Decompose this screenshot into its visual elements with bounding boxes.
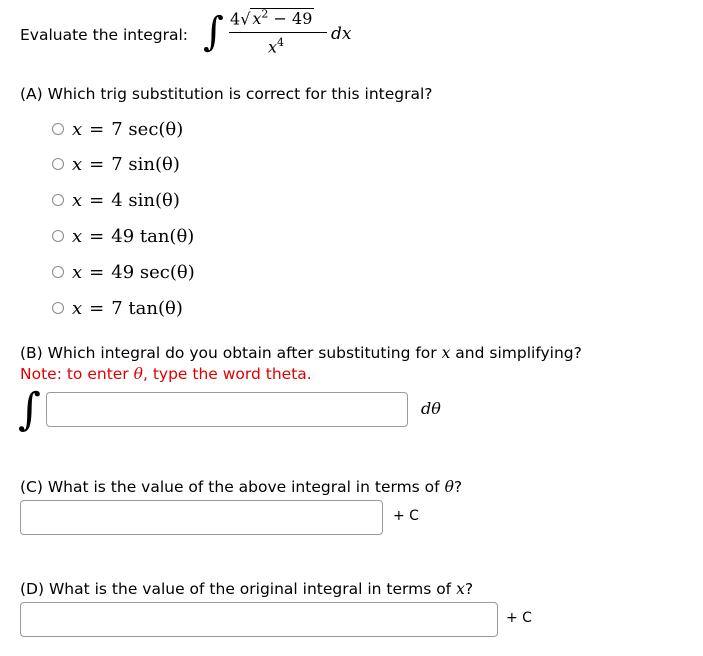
integral-sign: ∫ [203, 9, 224, 55]
note-prefix: Note: to enter [20, 365, 129, 383]
part-b-integral-sign: ∫ [18, 384, 41, 435]
part-c-suffix: ? [453, 478, 463, 496]
part-b-prefix: (B) Which integral do you obtain after substituting for [20, 344, 437, 362]
note-suffix: , type the word theta. [142, 365, 312, 383]
part-d-var: x [456, 580, 465, 598]
option-label [72, 262, 195, 283]
radio-button[interactable] [52, 158, 64, 170]
part-b-note [20, 365, 312, 383]
denominator-var: x [268, 37, 278, 57]
fraction-bar [229, 32, 327, 33]
substitution-option[interactable] [50, 116, 183, 142]
part-d-question [20, 580, 473, 598]
note-var: θ [133, 365, 143, 383]
denominator-exp: 4 [277, 36, 285, 49]
part-b-differential: dθ [421, 399, 441, 418]
option-label [72, 298, 183, 319]
prompt-text: Evaluate the integral: [20, 26, 188, 44]
radio-button[interactable] [52, 266, 64, 278]
part-c-question [20, 478, 462, 496]
option-rhs: 4 sin(θ) [111, 189, 180, 211]
part-d-constant: + C [506, 610, 532, 626]
part-d-suffix: ? [464, 580, 474, 598]
integrand-numerator [230, 8, 314, 28]
radio-button[interactable] [52, 194, 64, 206]
part-a-question: (A) Which trig substitution is correct for this integral? [20, 85, 433, 103]
option-lhs: x [72, 297, 83, 319]
option-eq: = [89, 261, 105, 283]
option-eq: = [89, 297, 105, 319]
part-b-integral-input[interactable] [46, 392, 408, 427]
option-lhs: x [72, 118, 83, 140]
radio-button[interactable] [52, 230, 64, 242]
integrand-denominator [268, 36, 284, 56]
part-c-constant: + C [393, 508, 419, 524]
part-c-answer-input[interactable] [20, 500, 383, 535]
substitution-option[interactable] [50, 259, 195, 285]
option-lhs: x [72, 261, 83, 283]
substitution-option[interactable] [50, 187, 180, 213]
option-eq: = [89, 118, 105, 140]
radicand [250, 8, 314, 28]
option-eq: = [89, 153, 105, 175]
part-c-var: θ [444, 478, 454, 496]
part-c-prefix: (C) What is the value of the above integral in terms of [20, 478, 440, 496]
integral-differential: dx [331, 24, 352, 44]
part-d-answer-input[interactable] [20, 602, 498, 637]
sqrt-icon: √ [240, 9, 251, 29]
radio-button[interactable] [52, 123, 64, 135]
substitution-option[interactable] [50, 295, 183, 321]
substitution-option[interactable] [50, 151, 180, 177]
part-b-question [20, 344, 582, 362]
numerator-coef: 4 [230, 9, 241, 29]
option-rhs: 49 tan(θ) [111, 225, 195, 247]
option-eq: = [89, 189, 105, 211]
option-eq: = [89, 225, 105, 247]
part-b-var: x [441, 344, 451, 362]
option-label [72, 119, 183, 140]
part-b-suffix: and simplifying? [455, 344, 582, 362]
radicand-const: 49 [292, 9, 313, 29]
radicand-var: x [252, 9, 262, 29]
option-lhs: x [72, 225, 83, 247]
option-rhs: 7 sec(θ) [111, 118, 184, 140]
option-label [72, 190, 180, 211]
radio-button[interactable] [52, 302, 64, 314]
radicand-exp: 2 [261, 8, 269, 21]
option-lhs: x [72, 153, 83, 175]
option-rhs: 49 sec(θ) [111, 261, 195, 283]
part-d-prefix: (D) What is the value of the original integral in terms of [20, 580, 452, 598]
option-label [72, 226, 194, 247]
radicand-op: − [273, 9, 287, 29]
option-label [72, 154, 180, 175]
option-rhs: 7 sin(θ) [111, 153, 180, 175]
substitution-option[interactable] [50, 223, 194, 249]
option-lhs: x [72, 189, 83, 211]
option-rhs: 7 tan(θ) [111, 297, 183, 319]
